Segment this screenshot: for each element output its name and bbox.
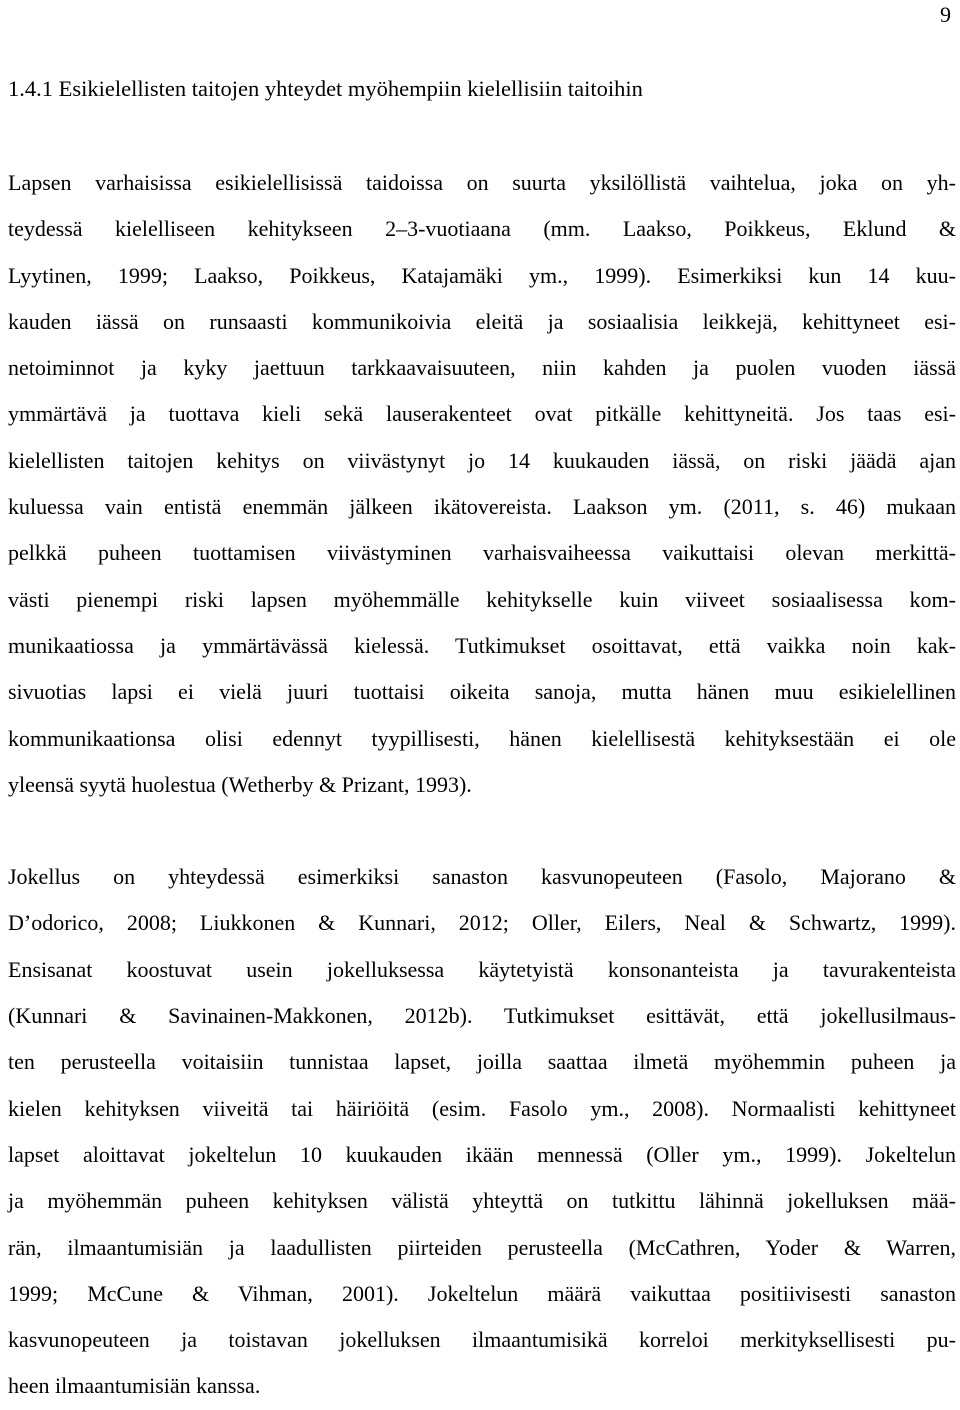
text-line: rän, ilmaantumisiän ja laadullisten piirteiden perusteella (McCathren, Yoder & Warren, [8,1234,956,1260]
text-line: Lapsen varhaisissa esikielellisissä taidoissa on suurta yksilöllistä vaihtelua, joka on yh- [8,170,956,195]
text-line: heen ilmaantumisiän kanssa. [8,1373,261,1399]
text-line: kielellisten taitojen kehitys on viivästynyt jo 14 kuukauden iässä, on riski jäädä ajan [8,447,956,473]
text-line: yleensä syytä huolestua (Wetherby & Prizant, 1993). [8,771,472,797]
text-line: kauden iässä on runsaasti kommunikoivia eleitä ja sosiaalisia leikkejä, kehittyneet esi- [8,308,956,334]
text-line: lapset aloittavat jokeltelun 10 kuukauden ikään mennessä (Oller ym., 1999). Jokeltelun [8,1141,956,1167]
text-line: västi pienempi riski lapsen myöhemmälle kehitykselle kuin viiveet sosiaalisessa kom- [8,586,956,612]
text-line: 1999; McCune & Vihman, 2001). Jokeltelun määrä vaikuttaa positiivisesti sanaston [8,1280,956,1306]
text-line: Lyytinen, 1999; Laakso, Poikkeus, Katajamäki ym., 1999). Esimerkiksi kun 14 kuu- [8,262,956,288]
text-line: kielen kehityksen viiveitä tai häiriöitä (esim. Fasolo ym., 2008). Normaalisti kehittyneet [8,1095,956,1121]
document-body [8,74,956,1410]
text-line: munikaatiossa ja ymmärtävässä kielessä. Tutkimukset osoittavat, että vaikka noin kak- [8,632,956,658]
text-line: Ensisanat koostuvat usein jokelluksessa käytetyistä konsonanteista ja tavurakenteista [8,956,956,982]
text-line: D’odorico, 2008; Liukkonen & Kunnari, 2012; Oller, Eilers, Neal & Schwartz, 1999). [8,910,956,936]
text-line: (Kunnari & Savinainen-Makkonen, 2012b). Tutkimukset esittävät, että jokellusilmaus- [8,1003,956,1029]
page-number: 9 [940,2,951,27]
paragraph-2 [8,854,956,1410]
text-line: kasvunopeuteen ja toistavan jokelluksen ilmaantumisikä korreloi merkityksellisesti pu- [8,1327,956,1353]
text-line: Jokellus on yhteydessä esimerkiksi sanaston kasvunopeuteen (Fasolo, Majorano & [8,864,956,890]
text-line: kommunikaationsa olisi edennyt tyypillisesti, hänen kielellisestä kehityksestään ei ole [8,725,956,751]
text-line: sivuotias lapsi ei vielä juuri tuottaisi oikeita sanoja, mutta hänen muu esikielellinen [8,679,956,705]
text-line: ja myöhemmän puheen kehityksen välistä yhteyttä on tutkittu lähinnä jokelluksen mää- [8,1188,956,1214]
text-line: teydessä kielelliseen kehitykseen 2–3-vuotiaana (mm. Laakso, Poikkeus, Eklund & [8,216,956,242]
section-heading: 1.4.1 Esikielellisten taitojen yhteydet myöhempiin kielellisiin taitoihin [8,76,643,101]
text-line: kuluessa vain entistä enemmän jälkeen ikätovereista. Laakson ym. (2011, s. 46) mukaan [8,494,956,520]
text-line: netoiminnot ja kyky jaettuun tarkkaavaisuuteen, niin kahden ja puolen vuoden iässä [8,355,956,381]
text-line: ymmärtävä ja tuottava kieli sekä lauserakenteet ovat pitkälle kehittyneitä. Jos taas esi- [8,401,956,427]
text-line: pelkkä puheen tuottamisen viivästyminen varhaisvaiheessa vaikuttaisi olevan merkittä- [8,540,956,566]
text-line: ten perusteella voitaisiin tunnistaa lapset, joilla saattaa ilmetä myöhemmin puheen ja [8,1049,956,1075]
paragraph-1 [8,160,956,808]
